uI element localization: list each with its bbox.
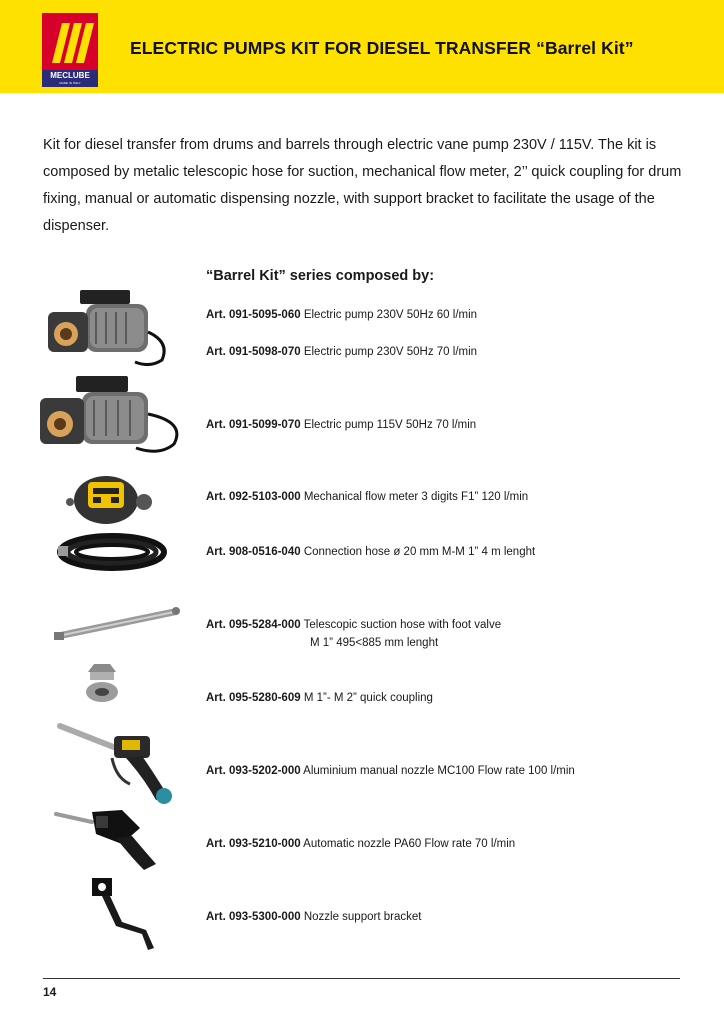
page-number: 14 [43, 985, 57, 999]
article-description: Aluminium manual nozzle MC100 Flow rate 100 l/min [300, 765, 575, 777]
electric-pump-60-image [40, 282, 180, 374]
flow-meter-image [66, 468, 156, 526]
article-description: Electric pump 230V 50Hz 60 l/min [300, 309, 478, 321]
article-code: Art. 093-5202-000 [206, 765, 301, 777]
article-description: Mechanical flow meter 3 digits F1” 120 l/min [300, 491, 529, 503]
connection-hose-image [54, 528, 170, 576]
nozzle-bracket-image [82, 876, 158, 956]
article-code: Art. 095-5280-609 [206, 692, 301, 704]
meclube-logo [42, 13, 98, 87]
page-title: ELECTRIC PUMPS KIT FOR DIESEL TRANSFER “Barrel Kit” [130, 38, 634, 58]
article-description: Connection hose ø 20 mm M-M 1” 4 m lenght [300, 546, 536, 558]
list-item [206, 306, 477, 324]
article-code: Art. 093-5210-000 [206, 838, 301, 850]
list-item [206, 416, 476, 434]
article-description: Nozzle support bracket [300, 911, 422, 923]
article-description: M 1”- M 2” quick coupling [300, 692, 433, 704]
list-item [206, 616, 501, 652]
article-description: Electric pump 230V 50Hz 70 l/min [300, 346, 478, 358]
article-code: Art. 093-5300-000 [206, 911, 301, 923]
series-title: “Barrel Kit” series composed by: [206, 268, 435, 284]
article-description: Automatic nozzle PA60 Flow rate 70 l/min [300, 838, 516, 850]
manual-nozzle-image [56, 718, 176, 810]
article-code: Art. 092-5103-000 [206, 491, 301, 503]
automatic-nozzle-image [52, 808, 164, 876]
list-item [206, 908, 421, 926]
logo-stripes-icon [42, 13, 98, 71]
telescopic-hose-image [50, 602, 186, 642]
list-item [206, 488, 528, 506]
article-code: Art. 908-0516-040 [206, 546, 301, 558]
list-item [206, 343, 477, 361]
logo-brand: MECLUBE MADE IN ITALY [42, 70, 98, 87]
list-item [206, 689, 433, 707]
intro-paragraph: Kit for diesel transfer from drums and barrels through electric vane pump 230V / 115V. The kit is composed by metalic telescopic hose for suction, mechanical flow meter, 2’’ quick coupling for drum fixing, manual or automatic dispensing nozzle, with support bracket to facilitate the usage of the dispenser. [43, 137, 682, 234]
quick-coupling-image [80, 662, 124, 706]
article-code: Art. 091-5099-070 [206, 419, 301, 431]
list-item [206, 835, 515, 853]
header-band [0, 0, 724, 93]
article-description-line2: M 1” 495<885 mm lenght [310, 637, 439, 649]
list-item [206, 762, 575, 780]
footer-divider [43, 978, 680, 979]
list-item [206, 543, 535, 561]
article-description: Electric pump 115V 50Hz 70 l/min [300, 419, 477, 431]
article-code: Art. 091-5095-060 [206, 309, 301, 321]
article-code: Art. 095-5284-000 [206, 619, 301, 631]
article-description: Telescopic suction hose with foot valve [300, 619, 502, 631]
electric-pump-115v-image [36, 374, 186, 460]
article-code: Art. 091-5098-070 [206, 346, 301, 358]
